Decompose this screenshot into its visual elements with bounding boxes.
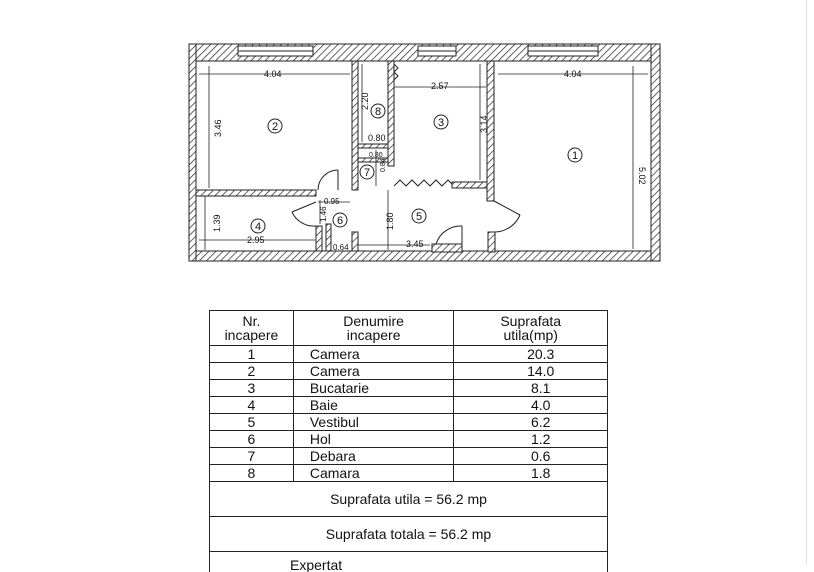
table-row: 1 Camera 20.3: [210, 346, 608, 363]
table-row: 3 Bucatarie 8.1: [210, 380, 608, 397]
svg-text:1: 1: [572, 150, 578, 162]
svg-text:2: 2: [272, 121, 278, 133]
room-marker-2: [268, 119, 282, 133]
room-marker-7: [360, 165, 374, 179]
door-room1: [494, 201, 520, 232]
dim-room6-width: 0.64: [333, 243, 349, 252]
svg-text:3: 3: [438, 117, 444, 129]
dim-room4-width: 2.95: [247, 235, 265, 245]
wall-bottom-niche: [352, 232, 358, 251]
dim-room5-height: 1.80: [385, 212, 395, 230]
dim-room8-width: 0.80: [368, 133, 386, 143]
wall-bottom: [189, 251, 660, 261]
table-row: 6 Hol 1.2: [210, 431, 608, 448]
room-marker-5: [412, 209, 426, 223]
dim-hall-width: 0.95: [324, 197, 340, 206]
window-top-middle: [418, 46, 456, 56]
wall-left: [189, 44, 196, 261]
dim-room3-height: 3.14: [479, 115, 489, 133]
table-row: 4 Baie 4.0: [210, 397, 608, 414]
table-row: 7 Debara 0.6: [210, 448, 608, 465]
door-room7: [318, 170, 338, 190]
room-marker-4: [251, 219, 265, 233]
total-useful-row: [210, 482, 608, 517]
header-name: Denumire incapere: [293, 311, 454, 346]
table-row: 5 Vestibul 6.2: [210, 414, 608, 431]
svg-text:8: 8: [375, 106, 381, 118]
wall-room8-right: [388, 61, 394, 166]
dim-room1-height: 5.02: [637, 167, 647, 185]
room-marker-8: [371, 104, 385, 118]
total-useful-area: Suprafata utila = 56.2 mp: [210, 482, 608, 517]
dim-room8-height: 2.20: [360, 92, 370, 110]
room-marker-1: [568, 148, 582, 162]
svg-text:5: 5: [416, 211, 422, 223]
wall-room8-bottom: [358, 144, 388, 148]
wall-room2-bottom: [196, 190, 316, 196]
total-overall-row: [210, 517, 608, 552]
wall-entrance-right: [488, 232, 495, 252]
table-header-row: [210, 311, 608, 346]
dim-room6-height: 1.46: [319, 206, 328, 222]
dim-room5-width: 3.45: [406, 239, 424, 249]
window-top-left: [238, 46, 313, 56]
footer-row: [210, 552, 608, 572]
dim-room1-width: 4.04: [564, 69, 582, 79]
partition-zigzag-top: [394, 64, 398, 80]
wall-room6-right: [326, 224, 331, 251]
door-room4: [292, 202, 316, 226]
window-top-right: [528, 46, 598, 56]
room-marker-6: [333, 213, 347, 227]
dim-room7-height: 0.84: [380, 158, 387, 172]
wall-right: [651, 44, 660, 261]
partition-zigzag: [394, 180, 452, 186]
total-overall-area: Suprafata totala = 56.2 mp: [210, 517, 608, 552]
dim-room2-height: 3.46: [213, 119, 223, 137]
wall-room4-right-lower: [316, 226, 322, 251]
wall-room2-right: [352, 61, 358, 190]
wall-entrance-left: [432, 244, 462, 252]
dim-room2-width: 4.04: [264, 69, 282, 79]
svg-text:4: 4: [255, 221, 261, 233]
footer-partial-text: Expertat: [290, 558, 342, 572]
header-area: Suprafata utila(mp): [454, 311, 608, 346]
svg-text:6: 6: [337, 215, 343, 227]
room-marker-3: [434, 115, 448, 129]
header-nr: Nr. incapere: [210, 311, 294, 346]
room-area-table: [209, 310, 608, 572]
table-row: 2 Camera 14.0: [210, 363, 608, 380]
svg-text:7: 7: [364, 167, 370, 179]
wall-room3-bottom: [452, 182, 487, 188]
dim-room7-width: 0.80: [369, 152, 383, 159]
dim-room3-width: 2.57: [431, 81, 449, 91]
table-row: 8 Camara 1.8: [210, 465, 608, 482]
dim-room4-height: 1.39: [212, 214, 222, 232]
